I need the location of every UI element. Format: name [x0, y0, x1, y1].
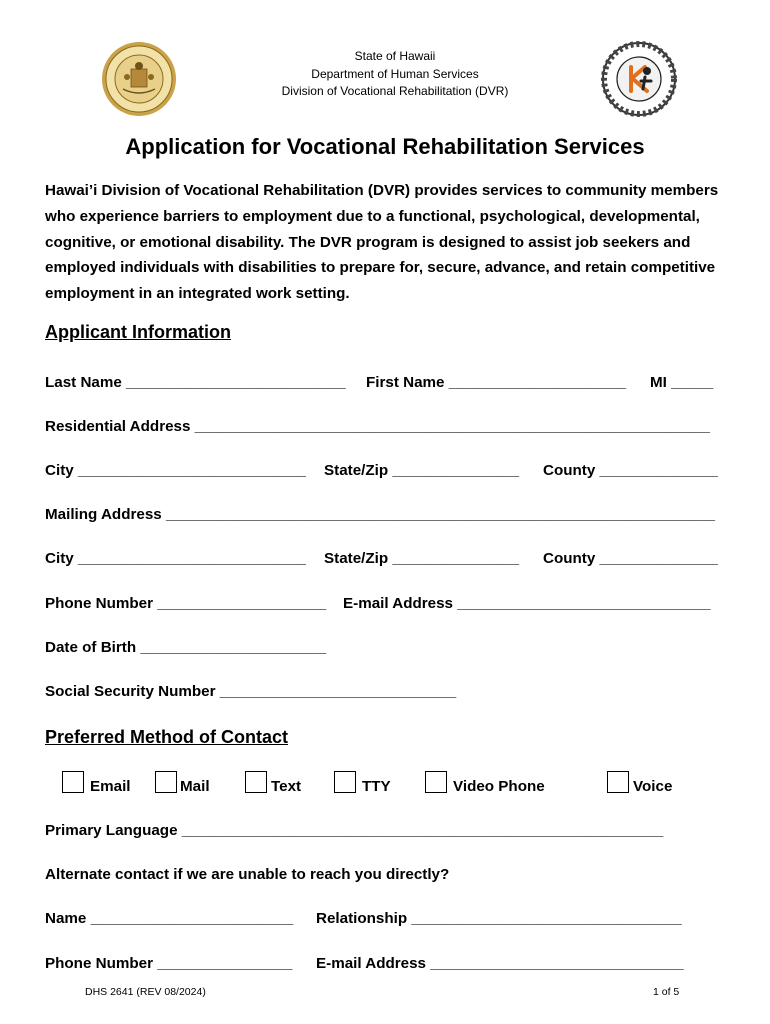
ssn-row — [45, 682, 457, 722]
dob-row — [45, 638, 327, 678]
alternate-name-field[interactable]: Name ________________________ — [45, 910, 294, 927]
contact-option-label: Email — [90, 778, 131, 795]
residential-city-field[interactable]: City ___________________________ — [45, 462, 306, 479]
state-seal-logo — [101, 41, 177, 117]
alternate-contact-prompt — [45, 865, 450, 905]
voice-checkbox[interactable] — [607, 771, 629, 793]
date-of-birth-field[interactable]: Date of Birth ______________________ — [45, 639, 327, 656]
social-security-number-field[interactable]: Social Security Number ____________________________ — [45, 683, 457, 700]
tty-checkbox[interactable] — [334, 771, 356, 793]
alternate-contact-question: Alternate contact if we are unable to reach you directly? — [45, 866, 450, 883]
email-address-field[interactable]: E-mail Address ______________________________ — [343, 595, 711, 612]
agency-line-state: State of Hawaii — [354, 49, 436, 63]
preferred-contact-heading: Preferred Method of Contact — [45, 727, 289, 747]
dhs-department-logo — [601, 41, 677, 117]
email-checkbox[interactable] — [62, 771, 84, 793]
agency-line-department: Department of Human Services — [311, 66, 479, 81]
phone-number-field[interactable]: Phone Number ____________________ — [45, 595, 327, 612]
intro-paragraph: Hawai’i Division of Vocational Rehabilitation (DVR) provides services to community members who experience barriers to employment due to a functional, psychological, developmental, cognitive, or emotional disability. The DVR program is designed to assist job seekers and employed individuals with disabilities to prepare for, secure, advance, and retain competitive employment in an integrated work setting. — [45, 182, 719, 303]
mailing-city-field[interactable]: City ___________________________ — [45, 550, 306, 567]
contact-option-label: Voice — [633, 778, 673, 795]
mailing-county-field[interactable]: County ______________ — [543, 550, 718, 567]
contact-option-label: TTY — [362, 778, 391, 795]
applicant-information-heading: Applicant Information — [45, 322, 231, 342]
contact-option-label: Video Phone — [453, 778, 545, 795]
residential-state-zip-field[interactable]: State/Zip _______________ — [324, 462, 520, 479]
middle-initial-field[interactable]: MI _____ — [650, 374, 714, 391]
alternate-email-field[interactable]: E-mail Address ______________________________ — [316, 955, 684, 972]
last-name-field[interactable]: Last Name __________________________ — [45, 374, 346, 391]
alternate-phone-field[interactable]: Phone Number ________________ — [45, 955, 293, 972]
contact-option-label: Text — [271, 778, 302, 795]
page-number: 1 of 5 — [653, 986, 680, 998]
primary-language-field[interactable]: Primary Language _________________________________________________________ — [45, 822, 664, 839]
primary-language-row — [45, 821, 664, 861]
agency-line-division: Division of Vocational Rehabilitation (DVR) — [281, 84, 509, 98]
residential-address-field[interactable]: Residential Address _____________________________________________________________ — [45, 418, 710, 435]
agency-header — [200, 48, 590, 101]
form-id: DHS 2641 (REV 08/2024) — [85, 986, 206, 998]
residential-address-row — [45, 417, 710, 457]
alternate-relationship-field[interactable]: Relationship ________________________________ — [316, 910, 682, 927]
first-name-field[interactable]: First Name _____________________ — [366, 374, 627, 391]
mailing-address-row — [45, 505, 715, 545]
residential-county-field[interactable]: County ______________ — [543, 462, 718, 479]
page-title: Application for Vocational Rehabilitation Services — [125, 134, 645, 159]
text-checkbox[interactable] — [245, 771, 267, 793]
mailing-address-field[interactable]: Mailing Address _________________________________________________________________ — [45, 506, 715, 523]
contact-option-label: Mail — [180, 778, 210, 795]
video-phone-checkbox[interactable] — [425, 771, 447, 793]
mailing-state-zip-field[interactable]: State/Zip _______________ — [324, 550, 520, 567]
mail-checkbox[interactable] — [155, 771, 177, 793]
